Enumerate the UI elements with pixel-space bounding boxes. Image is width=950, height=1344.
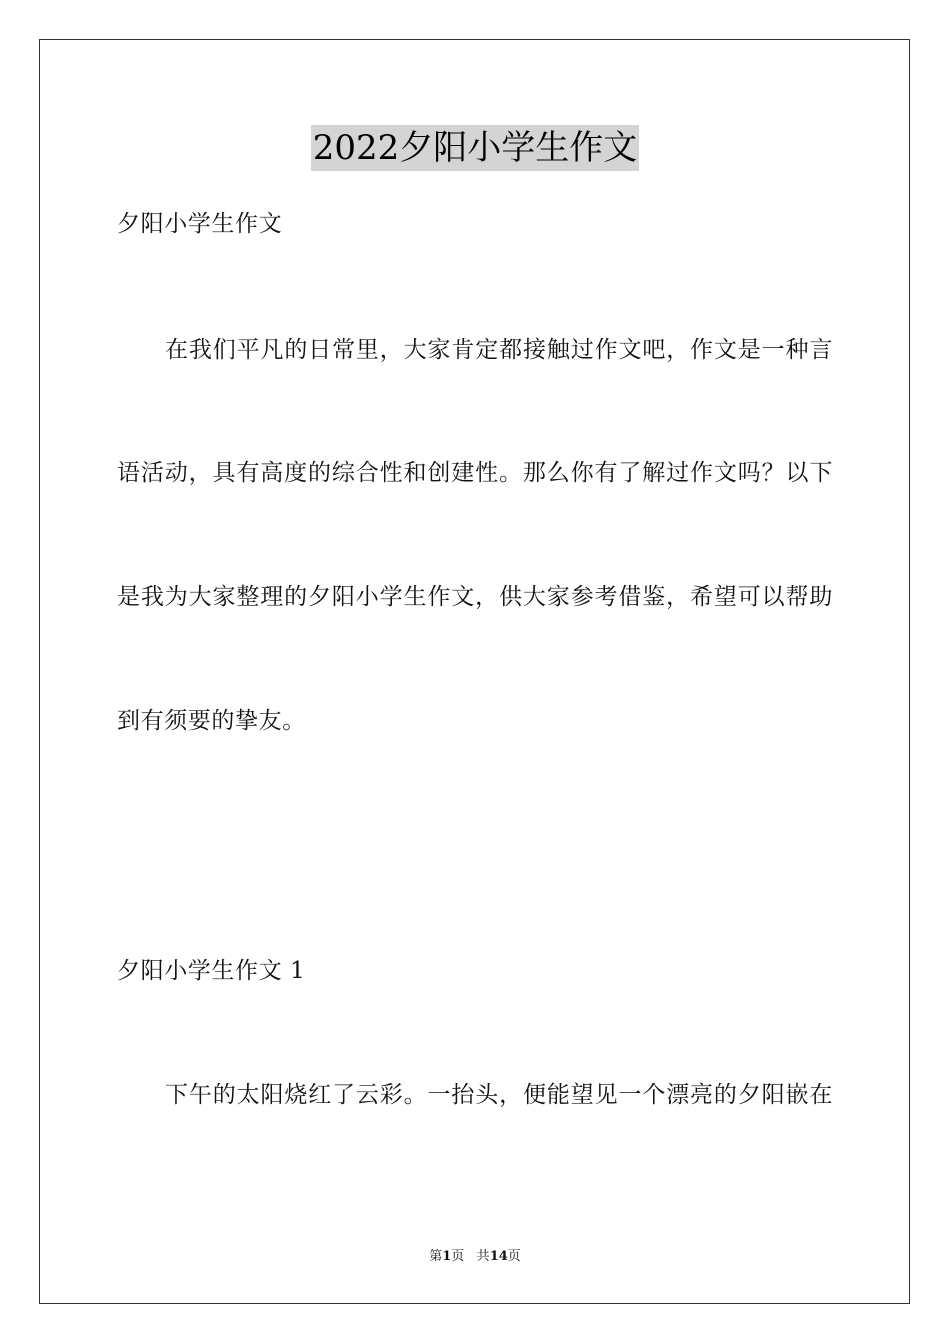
footer-total-prefix: 共 [476, 1249, 490, 1264]
page-footer [0, 1248, 950, 1266]
section1-line-1: 下午的太阳烧红了云彩。一抬头，便能望见一个漂亮的夕阳嵌在 [165, 1082, 833, 1108]
footer-page-current: 1 [442, 1249, 452, 1264]
footer-page-total: 14 [489, 1249, 508, 1264]
footer-total-suffix: 页 [507, 1249, 521, 1264]
section1-heading: 夕阳小学生作文 1 [117, 958, 306, 984]
title-container [0, 125, 950, 171]
document-heading: 夕阳小学生作文 [117, 211, 283, 237]
intro-line-4: 到有须要的挚友。 [117, 708, 306, 734]
intro-line-3: 是我为大家整理的夕阳小学生作文，供大家参考借鉴，希望可以帮助 [117, 584, 833, 610]
footer-page-suffix: 页 [451, 1249, 465, 1264]
intro-line-1: 在我们平凡的日常里，大家肯定都接触过作文吧，作文是一种言 [165, 337, 833, 363]
footer-page-prefix: 第 [429, 1249, 443, 1264]
intro-line-2: 语活动，具有高度的综合性和创建性。那么你有了解过作文吗？以下 [117, 460, 833, 486]
document-title: 2022夕阳小学生作文 [311, 125, 640, 171]
